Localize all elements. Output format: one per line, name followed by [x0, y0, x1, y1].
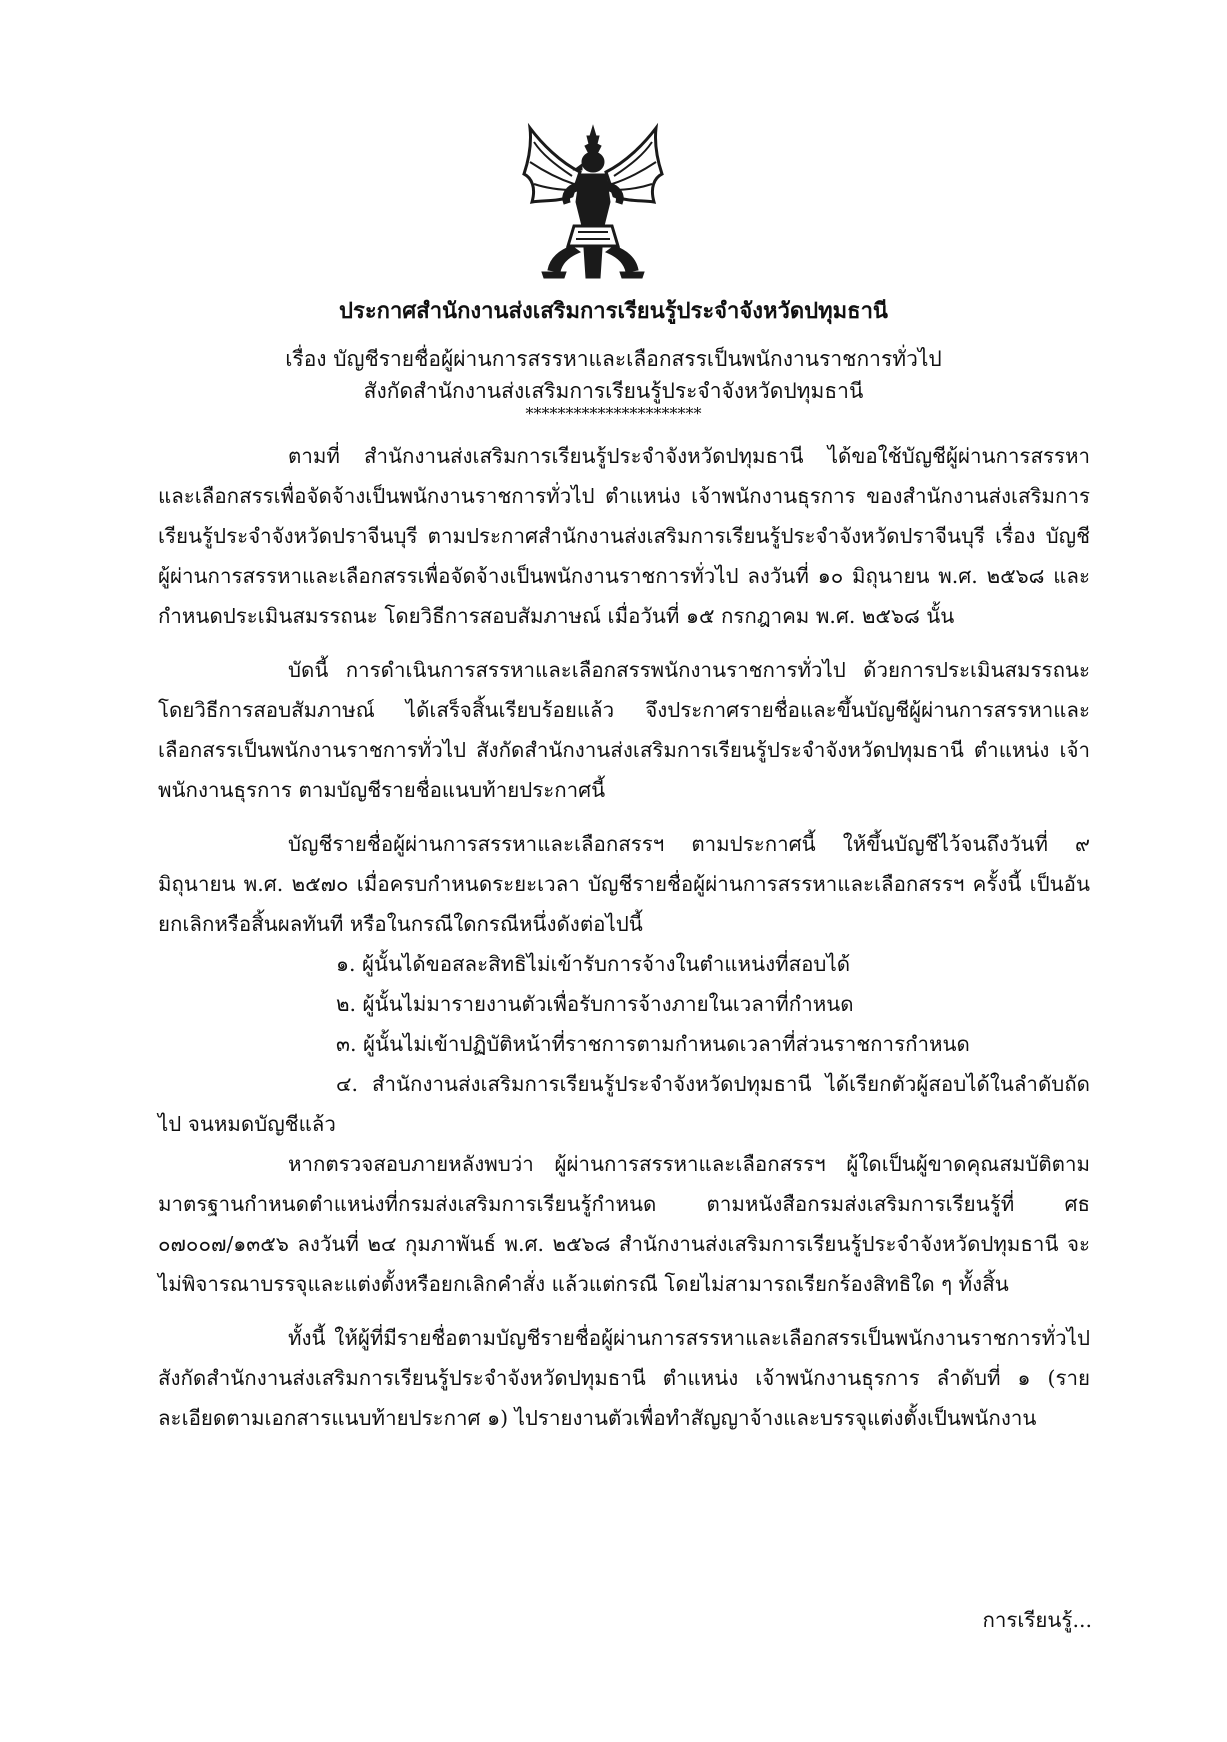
announcement-title: ประกาศสำนักงานส่งเสริมการเรียนรู้ประจำจังหวัดปทุมธานี — [339, 298, 888, 324]
list-item-4: ๔. สำนักงานส่งเสริมการเรียนรู้ประจำจังหวัดปทุมธานี ได้เรียกตัวผู้สอบได้ในลำดับถัดไป จนหมดบัญชีแล้ว — [158, 1072, 1090, 1136]
body-content — [158, 436, 1090, 1438]
continuation-marker: การเรียนรู้... — [982, 1608, 1092, 1632]
paragraph-5: ทั้งนี้ ให้ผู้ที่มีรายชื่อตามบัญชีรายชื่อผู้ผ่านการสรรหาและเลือกสรรเป็นพนักงานราชการทั่วไป สังกัดสำนักงานส่งเสริมการเรียนรู้ประจำจังหวัดปทุมธานี ตำแหน่ง เจ้าพนักงานธุรการ ลำดับที่ ๑ (รายละเอียดตามเอกสารแนบท้ายประกาศ ๑) ไปรายงานตัวเพื่อทำสัญญาจ้างและบรรจุแต่งตั้งเป็นพนักงาน — [158, 1326, 1090, 1430]
list-item-1: ๑. ผู้นั้นได้ขอสละสิทธิไม่เข้ารับการจ้างในตำแหน่งที่สอบได้ — [336, 952, 851, 976]
subject-line-2: สังกัดสำนักงานส่งเสริมการเรียนรู้ประจำจังหวัดปทุมธานี — [363, 379, 864, 403]
separator-line: ********************** — [525, 404, 702, 423]
list-item-3: ๓. ผู้นั้นไม่เข้าปฏิบัติหน้าที่ราชการตามกำหนดเวลาที่ส่วนราชการกำหนด — [336, 1032, 970, 1056]
paragraph-4: หากตรวจสอบภายหลังพบว่า ผู้ผ่านการสรรหาและเลือกสรรฯ ผู้ใดเป็นผู้ขาดคุณสมบัติตามมาตรฐานกำหนดตำแหน่งที่กรมส่งเสริมการเรียนรู้กำหนด ตามหนังสือกรมส่งเสริมการเรียนรู้ที่ ศธ ๐๗๐๐๗/๑๓๕๖ ลงวันที่ ๒๔ กุมภาพันธ์ พ.ศ. ๒๕๖๘ สำนักงานส่งเสริมการเรียนรู้ประจำจังหวัดปทุมธานี จะไม่พิจารณาบรรจุและแต่งตั้งหรือยกเลิกคำสั่ง แล้วแต่กรณี โดยไม่สามารถเรียกร้องสิทธิใด ๆ ทั้งสิ้น — [158, 1152, 1090, 1296]
paragraph-2: บัดนี้ การดำเนินการสรรหาและเลือกสรรพนักงานราชการทั่วไป ด้วยการประเมินสมรรถนะ โดยวิธีการสอบสัมภาษณ์ ได้เสร็จสิ้นเรียบร้อยแล้ว จึงประกาศรายชื่อและขึ้นบัญชีผู้ผ่านการสรรหาและเลือกสรรเป็นพนักงานราชการทั่วไป สังกัดสำนักงานส่งเสริมการเรียนรู้ประจำจังหวัดปทุมธานี ตำแหน่ง เจ้าพนักงานธุรการ ตามบัญชีรายชื่อแนบท้ายประกาศนี้ — [158, 658, 1090, 802]
paragraph-1: ตามที่ สำนักงานส่งเสริมการเรียนรู้ประจำจังหวัดปทุมธานี ได้ขอใช้บัญชีผู้ผ่านการสรรหาและเลือกสรรเพื่อจัดจ้างเป็นพนักงานราชการทั่วไป ตำแหน่ง เจ้าพนักงานธุรการ ของสำนักงานส่งเสริมการเรียนรู้ประจำจังหวัดปราจีนบุรี ตามประกาศสำนักงานส่งเสริมการเรียนรู้ประจำจังหวัดปราจีนบุรี เรื่อง บัญชีผู้ผ่านการสรรหาและเลือกสรรเพื่อจัดจ้างเป็นพนักงานราชการทั่วไป ลงวันที่ ๑๐ มิถุนายน พ.ศ. ๒๕๖๘ และกำหนดประเมินสมรรถนะ โดยวิธีการสอบสัมภาษณ์ เมื่อวันที่ ๑๕ กรกฎาคม พ.ศ. ๒๕๖๘ นั้น — [158, 444, 1090, 628]
garuda-emblem-icon — [520, 122, 666, 284]
list-item-2: ๒. ผู้นั้นไม่มารายงานตัวเพื่อรับการจ้างภายในเวลาที่กำหนด — [336, 992, 854, 1016]
subject-line-1: เรื่อง บัญชีรายชื่อผู้ผ่านการสรรหาและเลือกสรรเป็นพนักงานราชการทั่วไป — [285, 347, 942, 371]
paragraph-3: บัญชีรายชื่อผู้ผ่านการสรรหาและเลือกสรรฯ ตามประกาศนี้ ให้ขึ้นบัญชีไว้จนถึงวันที่ ๙ มิถุนายน พ.ศ. ๒๕๗๐ เมื่อครบกำหนดระยะเวลา บัญชีรายชื่อผู้ผ่านการสรรหาและเลือกสรรฯ ครั้งนี้ เป็นอันยกเลิกหรือสิ้นผลทันที หรือในกรณีใดกรณีหนึ่งดังต่อไปนี้ — [158, 832, 1090, 936]
